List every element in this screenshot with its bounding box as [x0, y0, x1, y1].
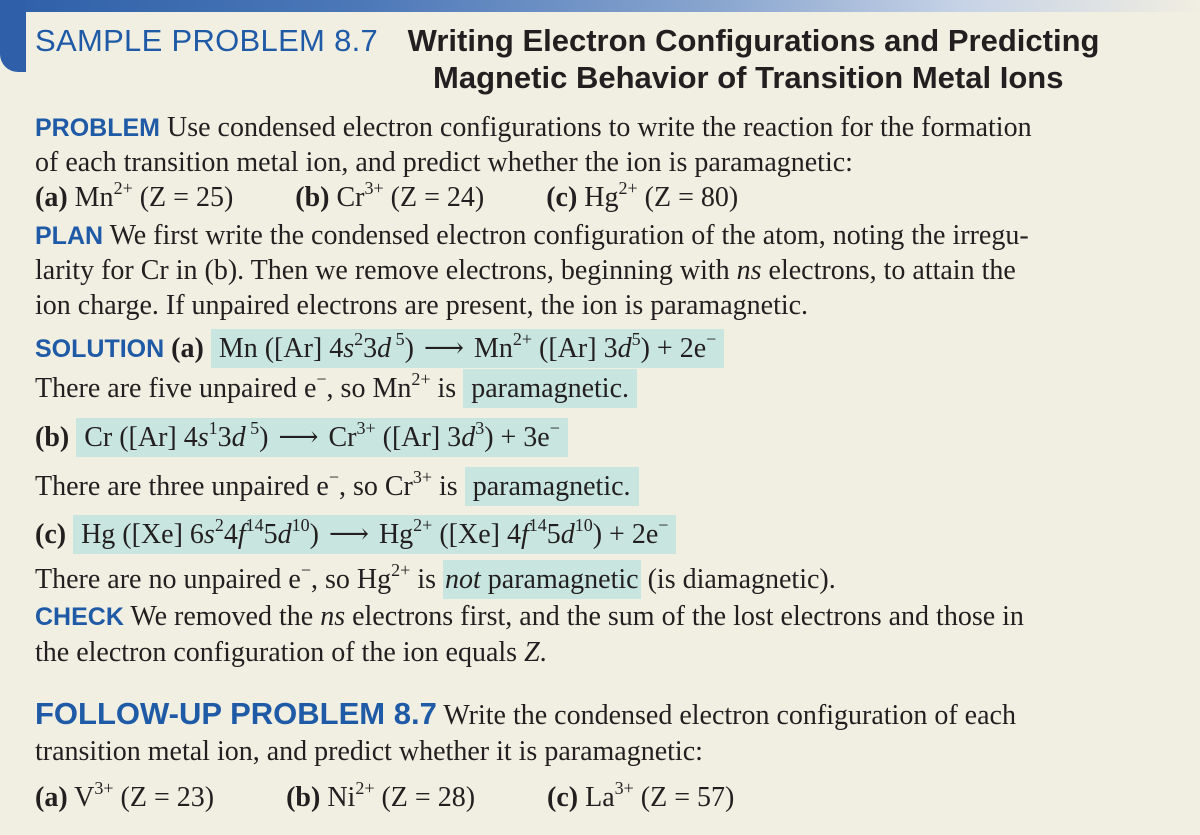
header-title-line-1: Writing Electron Configurations and Predicting [407, 23, 1100, 58]
plan-text-2-em: ns [736, 255, 762, 286]
ion-charge: 3+ [94, 778, 114, 798]
plan-label: PLAN [35, 222, 104, 250]
solution-a-equation [35, 329, 724, 366]
check-text-2-em: Z [524, 637, 540, 668]
item-letter: (b) [286, 782, 321, 813]
solution-b-equation [35, 418, 568, 455]
check-text-2a: the electron configuration of the ion equals [35, 637, 525, 668]
plan-text-1: We first write the condensed electron configuration of the atom, noting the irregu- [109, 220, 1029, 251]
check-text-1b: electrons first, and the sum of the lost electrons and those in [345, 601, 1024, 632]
atomic-number: (Z = 24) [390, 182, 485, 213]
ion-charge: 3+ [614, 778, 634, 798]
followup-line-1 [35, 697, 1016, 733]
is-text: is [417, 564, 436, 595]
followup-items [35, 778, 735, 815]
ion-charge: 3+ [364, 178, 384, 198]
followup-label: FOLLOW-UP PROBLEM 8.7 [35, 696, 437, 731]
solution-a-result: There are five unpaired e−, so $Mn^{2+}$ is paramagnetic. [35, 372, 637, 406]
ion-symbol: Hg [584, 182, 619, 213]
plan-text-2a: larity for Cr in (b). Then we remove electrons, beginning with [35, 255, 737, 286]
item-letter: (b) [295, 182, 330, 213]
solution-c-result: There are no unpaired e−, so $Hg^{2+}$ is not paramagnetic (is diamagnetic). [35, 563, 836, 597]
item-letter: (c) [547, 782, 579, 813]
item-letter: (a) [35, 782, 68, 813]
item-letter: (a) [171, 333, 204, 364]
result-highlight-a: paramagnetic. [463, 369, 637, 408]
ion-charge: 2+ [355, 778, 375, 798]
atomic-number: (Z = 28) [381, 782, 476, 813]
so-text: , so [338, 471, 378, 502]
ion-charge: 2+ [113, 178, 133, 198]
item-letter: (c) [35, 519, 67, 550]
atomic-number: (Z = 23) [120, 782, 215, 813]
sample-problem-label: SAMPLE PROBLEM 8.7 [35, 23, 379, 58]
check-text-1-em: ns [320, 601, 346, 632]
header-title-line-2: Magnetic Behavior of Transition Metal Ions [433, 60, 1064, 95]
plan-line-2 [35, 254, 1016, 288]
problem-line-2 [35, 146, 853, 180]
check-label: CHECK [35, 603, 124, 631]
problem-line-1 [35, 111, 1032, 145]
ion-symbol: La [585, 782, 615, 813]
header-line-2 [433, 61, 1063, 96]
plan-line-1 [35, 219, 1029, 253]
check-text-1a: We removed the [130, 601, 321, 632]
equation-highlight-b: Cr ([Ar] $4s^13d$ $^5$) ⟶ $Cr^{3+}$ ([Ar] $3d^3) + 3e^-$ [76, 418, 568, 457]
not-paramagnetic-text: paramagnetic [487, 564, 639, 595]
atomic-number: (Z = 80) [644, 182, 739, 213]
item-letter: (c) [546, 182, 578, 213]
ion-symbol: Cr [336, 182, 365, 213]
so-text: , so [326, 373, 366, 404]
atomic-number: (Z = 25) [139, 182, 234, 213]
ion-charge: 2+ [618, 178, 638, 198]
so-text: , so [311, 564, 350, 595]
item-letter: (b) [35, 422, 70, 453]
equation-highlight-a: Mn ([Ar] $4s^23d$ $^5$) ⟶ $Mn^{2+}$ ([Ar] $3d^5) + 2e^-$ [211, 329, 724, 368]
problem-text-1: Use condensed electron configurations to write the reaction for the formation [167, 112, 1032, 143]
solution-b-text: There are three unpaired e [35, 471, 329, 502]
problem-items [35, 178, 739, 215]
solution-a-text: There are five unpaired e [35, 373, 317, 404]
solution-c-equation [35, 515, 676, 552]
plan-text-3: ion charge. If unpaired electrons are present, the ion is paramagnetic. [35, 290, 809, 321]
solution-b-result: There are three unpaired e−, so $Cr^{3+}$ is paramagnetic. [35, 470, 639, 504]
check-line-2 [35, 636, 547, 670]
is-text: is [437, 373, 457, 404]
item-letter: (a) [35, 182, 68, 213]
ion-symbol: V [74, 782, 95, 813]
plan-line-3 [35, 289, 808, 323]
not-text: not [445, 564, 481, 595]
is-text: is [439, 471, 458, 502]
followup-line-2 [35, 735, 703, 769]
header-line-1 [35, 24, 1099, 59]
solution-label: SOLUTION [35, 335, 165, 363]
plan-text-2b: electrons, to attain the [761, 255, 1016, 286]
followup-text-1: Write the condensed electron configuration of each [443, 700, 1016, 731]
problem-label: PROBLEM [35, 114, 160, 142]
equation-highlight-c: Hg ([Xe] $6s^24f^{14}5d^{10}$) ⟶ $Hg^{2+}$ ([Xe] $4f^{14}5d^{10}) + 2e^-$ [73, 515, 676, 554]
ion-symbol: Ni [327, 782, 356, 813]
check-text-2b: . [539, 637, 547, 668]
result-highlight-c [443, 560, 641, 599]
problem-text-2: of each transition metal ion, and predict whether the ion is paramagnetic: [35, 147, 853, 178]
check-line-1 [35, 600, 1024, 634]
result-highlight-b: paramagnetic. [465, 467, 639, 506]
ion-symbol: Mn [74, 182, 114, 213]
followup-text-2: transition metal ion, and predict whether it is paramagnetic: [35, 736, 703, 767]
diamagnetic-text: (is diamagnetic). [647, 564, 836, 595]
solution-c-text: There are no unpaired e [35, 564, 301, 595]
atomic-number: (Z = 57) [640, 782, 735, 813]
